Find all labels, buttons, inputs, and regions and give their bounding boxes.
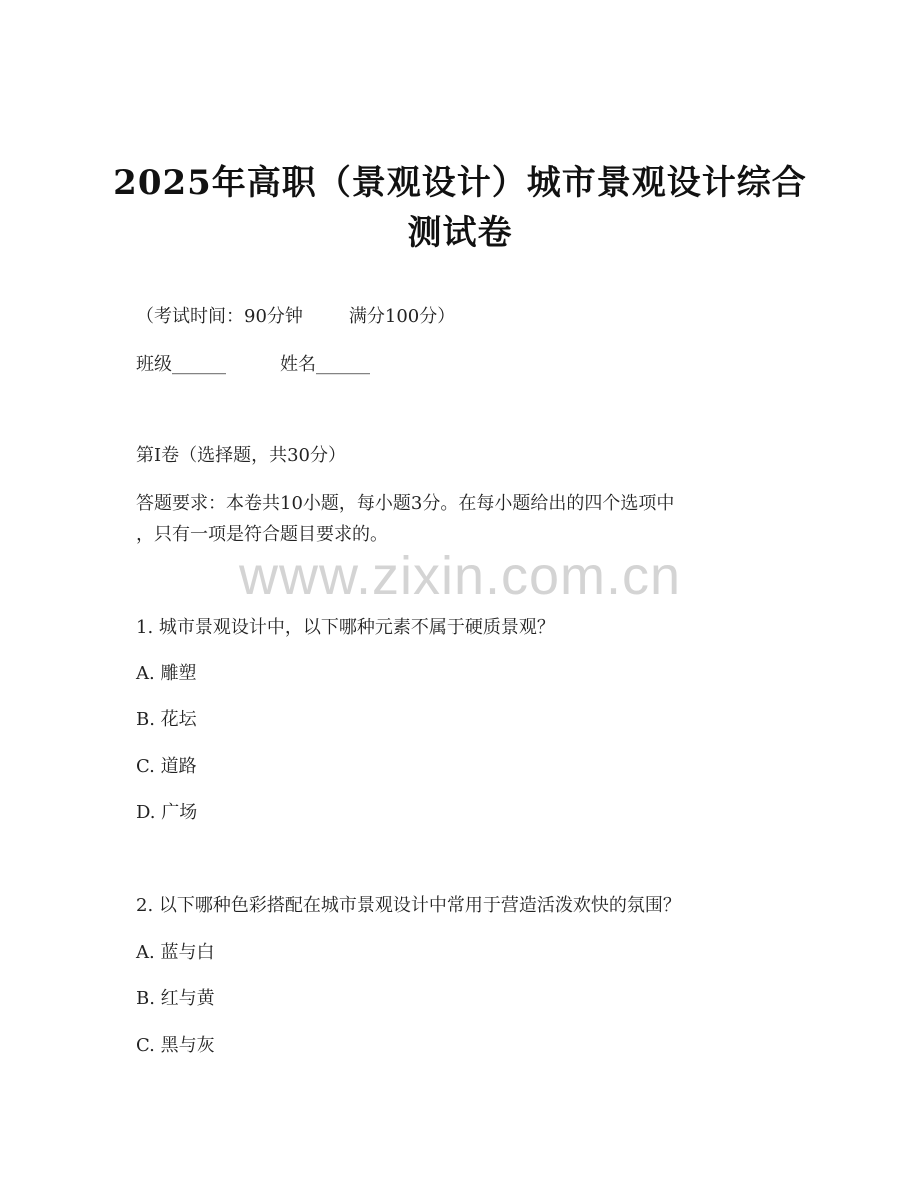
instructions-line-2: ，只有一项是符合题目要求的。 (136, 524, 388, 545)
option-c: C. 黑与灰 (136, 1035, 215, 1056)
question-stem: 2. 以下哪种色彩搭配在城市景观设计中常用于营造活泼欢快的氛围？ (136, 895, 681, 916)
exam-info (136, 302, 455, 328)
page-title-line-1: 2025年高职（景观设计）城市景观设计综合 (113, 163, 807, 203)
name-field: 姓名______ (280, 354, 370, 375)
question-stem: 1. 城市景观设计中，以下哪种元素不属于硬质景观？ (136, 617, 555, 638)
option-b: B. 红与黄 (136, 988, 215, 1009)
option-c: C. 道路 (136, 756, 197, 777)
exam-score: 满分100分） (348, 306, 456, 327)
option-b: B. 花坛 (136, 709, 197, 730)
section-heading: 第I卷（选择题，共30分） (136, 445, 347, 466)
exam-time: （考试时间：90分钟 (136, 306, 303, 327)
option-d: D. 广场 (136, 802, 198, 823)
class-field: 班级______ (136, 354, 226, 375)
option-a: A. 雕塑 (136, 663, 197, 684)
watermark: www.zixin.com.cn (238, 546, 682, 606)
instructions-line-1: 答题要求：本卷共10小题，每小题3分。在每小题给出的四个选项中 (136, 493, 675, 514)
option-a: A. 蓝与白 (136, 942, 215, 963)
page-title-line-2: 测试卷 (407, 213, 513, 253)
student-info (136, 350, 370, 376)
